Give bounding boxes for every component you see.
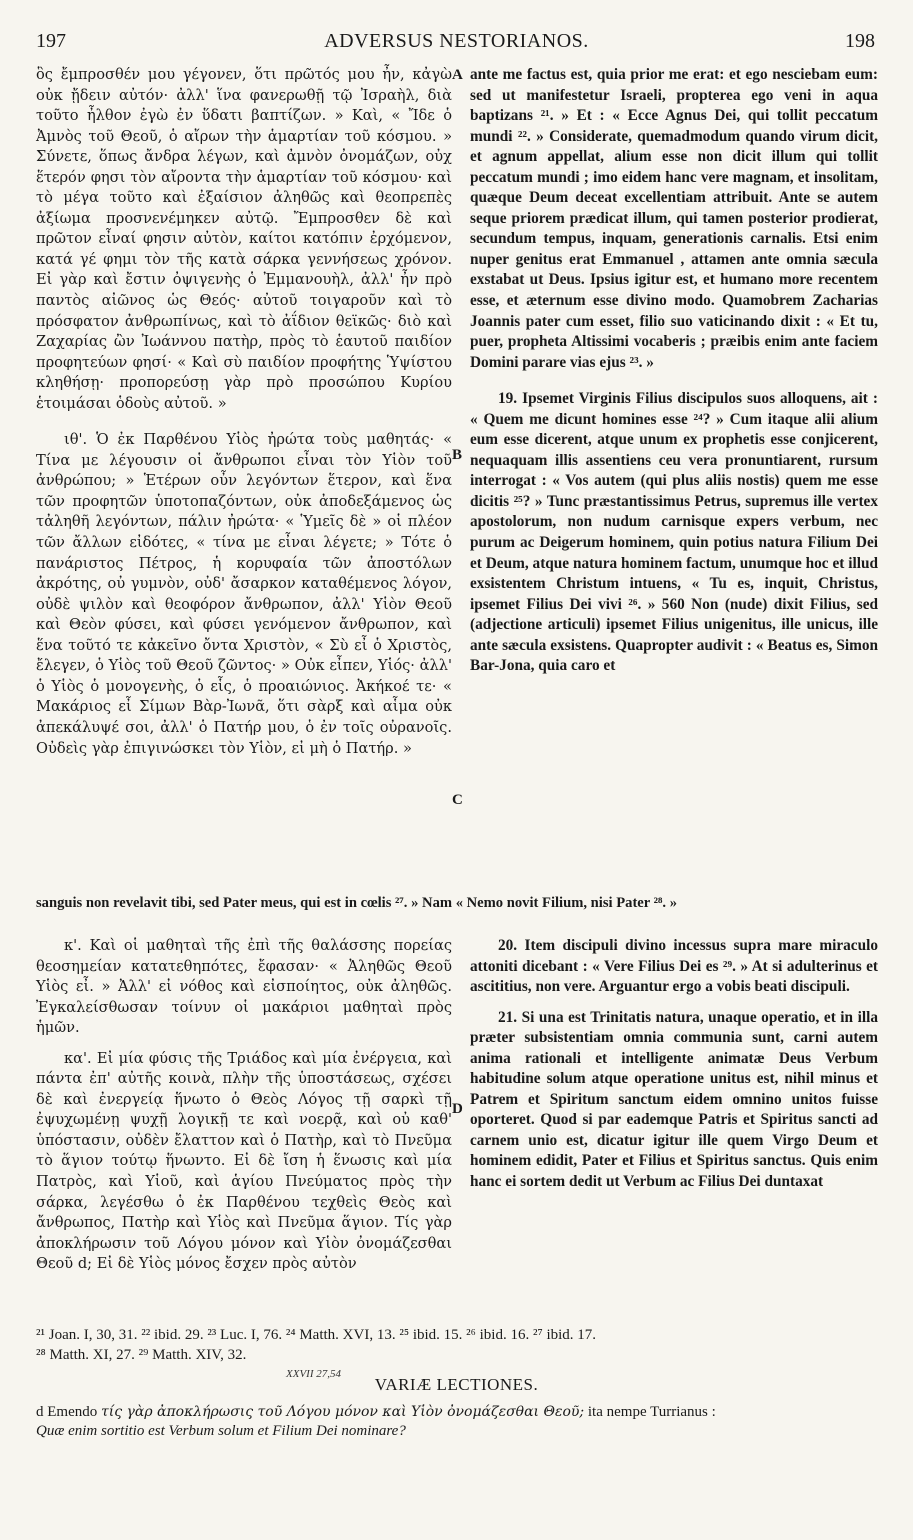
page-number-left: 197 bbox=[36, 30, 66, 52]
margin-marker-c: C bbox=[452, 792, 463, 808]
greek-paragraph-2: ιθ'. Ὁ ἐκ Παρθένου Υἱὸς ἠρώτα τοὺς μαθητάς· « Τίνα με λέγουσιν οἱ ἄνθρωποι εἶναι τὸν Υἱὸν τοῦ ἀνθρώπου; » Ἑτέρων οὖν λεγόντων ἕτερον, καὶ ἕνα τῶν προφητῶν ὑποτοπαζόντων, οὐκ ἀποδεξάμενος ὡς τἀληθῆ λεγόντων, πάλιν ἠρώτα· « Ὑμεῖς δὲ » οἱ πλέον τῶν ἄλλων εἰδότες, « τίνα με εἶναι λέγετε; » Τότε ὁ πανάριστος Πέτρος, ἡ κορυφαία τῶν ἀποστόλων ἀκρότης, οὐ γυμνὸν, οὐδ' ἄσαρκον καταθέμενος λόγον, οὐδὲ ψιλὸν καὶ θεοφόρον ἄνθρωπον, ἀλλ' Υἱὸν Θεοῦ καὶ Θεὸν φύσει, καὶ φύσει γενόμενον ἄνθρωπον, καὶ ἕνα τοῦτό τε κἀκεῖνο ὄντα Χριστὸν, « Σὺ εἶ ὁ Χριστὸς, ἔλεγεν, ὁ Υἱὸς τοῦ Θεοῦ ζῶντος· » Οὐκ εἶπεν, Υἱός· ἀλλ' ὁ Υἱὸς ὁ μονογενὴς, ὁ εἷς, ὁ προαιώνιος. Ἀκήκοέ τε· « Μακάριος εἶ Σίμων Βὰρ-Ἰωνᾶ, ὅτι σὰρξ καὶ αἷμα οὐκ ἀπεκάλυψέ σοι, ἀλλ' ὁ Πατήρ μου, ὁ ἐν τοῖς οὐρανοῖς. Οὐδεὶς γὰρ ἐπιγινώσκει τὸν Υἱὸν, εἰ μὴ ὁ Πατήρ. » bbox=[36, 431, 452, 757]
margin-marker-a: A bbox=[452, 67, 463, 83]
latin-paragraph-1: ante me factus est, quia prior me erat: et ego nesciebam eum: sed ut manifestetur Israeli, propterea ego veni in aqua baptizans ²¹. » Et : « Ecce Agnus Dei, qui tollit peccatum mundi ²². » Considerate, quemadmodum quando virum dicit, et agnum appellat, alium esse non dicit illum qui tollit peccatum mundi ; imo eidem hanc vere magnam, et insolitam, quæque Deum deceat excellentiam attribuit. Ante se autem seque priorem prædicat illum, qui tamen posterior prodierat, secundum tempus, inquam, generationis carnalis. Etsi enim nuper genitus erat Emmanuel , attamen ante omnia sæcula exstabat ut Deus. Ipsius igitur est, et humano more recentem esse, et æternum esse divino modo. Quamobrem Zacharias Joannis pater cum esset, filio suo vaticinando dixit : « Et tu, puer, propheta Altissimi vocaberis ; præibis enim ante faciem Domini parare vias ejus ²³. » bbox=[470, 66, 878, 371]
variae-heading: VARIÆ LECTIONES. bbox=[374, 1375, 539, 1394]
greek-column bbox=[36, 65, 452, 759]
margin-marker-b: B bbox=[452, 447, 463, 463]
full-width-text: sanguis non revelavit tibi, sed Pater meus, qui est in cœlis ²⁷. » Nam « Nemo novit Filium, nisi Pater ²⁸. » bbox=[36, 895, 677, 911]
page-header bbox=[0, 30, 913, 56]
latin-paragraph-2: 19. Ipsemet Virginis Filius discipulos suos alloquens, ait : « Quem me dicunt homines esse ²⁴? » Cum itaque alii alium eum esse dicerent, atque unum ex prophetis esse conjicerent, nequaquam illis assentiens ceu vera pronuntiarent, rursum interrogat : « Vos autem (qui plus aliis nostis) quem me esse dicitis ²⁵? » Tunc præstantissimus Petrus, supremus ille vertex apostolorum, non nudum carnisque expers verbum, nec purum ac Deigerum hominem, quin potius natura Filium Dei et Deum, atque natura hominem factum, unumque hoc et illud exsistentem Christum intuens, « Tu es, inquit, Christus, ipsemet Filius Dei vivi ²⁶. » 560 Non (nude) dixit Filius, sed (adjectione articuli) ipsemet Filius unigenitus, ille unicus, ille ante sæcula exsistens. Quapropter audivit : « Beatus es, Simon Bar-Jona, quia caro et bbox=[470, 390, 878, 675]
latin-paragraph-4: 21. Si una est Trinitatis natura, unaque operatio, et in illa præter subsistentiam omnia communia sunt, carni autem anima rationali et intelligente animatæ Deus Verbum habitudine solum atque operatione unitus est, nihil minus et Patrem et Spiritum sanctum eidem omnino unitos fuisse oporteret. Quod si par eademque Patris et Spiritus sancti ad carnem unio est, dicatur igitur ille quem Virgo Deum et hominem edidit, Pater et Filius et Spiritus sanctus. Quis enim hanc ei sortem dedit ut Verbum ac Filius Dei duntaxat bbox=[470, 1008, 878, 1191]
variae-greek: τίς γὰρ ἀποκλήρωσις τοῦ Λόγου μόνον καὶ Υἱὸν ὀνομάζεσθαι Θεοῦ; bbox=[101, 1404, 585, 1420]
full-width-line bbox=[36, 893, 878, 914]
variae-prefix: d Emendo bbox=[36, 1404, 98, 1420]
handwritten-annotation: XXVII 27,54 bbox=[286, 1368, 341, 1380]
greek-column-lower bbox=[36, 936, 452, 1275]
greek-paragraph-1: ὃς ἔμπροσθέν μου γέγονεν, ὅτι πρῶτός μου ἦν, κἀγὼ οὐκ ᾔδειν αὐτόν· ἀλλ' ἵνα φανερωθῇ τῷ Ἰσραὴλ, διὰ τοῦτο ἦλθον ἐγὼ ἐν ὕδατι βαπτίζων. » Καὶ, « Ἴδε ὁ Ἀμνὸς τοῦ Θεοῦ, ὁ αἴρων τὴν ἁμαρτίαν τοῦ κόσμου. » Σύνετε, ὅπως ἄνδρα λέγων, καὶ ἀμνὸν ὀνομάζων, οὐχ ἕτερόν φησι τὸν αἴροντα τὴν ἁμαρτίαν τοῦ κόσμου· καὶ τὸ μέγα τοῦτο καὶ ἐξαίσιον ἀληθῶς καὶ θεοπρεπὲς ἀξίωμα προσνενέμηκεν αὐτῷ. Ἔμπροσθεν δὲ καὶ πρῶτον εἶναί φησιν αὐτὸν, καίτοι κατόπιν ἐρχόμενον, κατά γέ φημι τὸν τῆς κατὰ σάρκα γεννήσεως χρόνον. Εἰ γὰρ καὶ ἔστιν ὀψιγενὴς ὁ Ἐμμανουὴλ, ἀλλ' ἦν πρὸ παντὸς αἰῶνος ὡς Θεός· αὐτοῦ τοιγαροῦν καὶ τὸ πρόσφατον ἀνθρωπίνως, καὶ τὸ ἀΐδιον θεϊκῶς· διὸ καὶ Ζαχαρίας ὢν Ἰωάννου πατὴρ, πρὸς τὸ ἑαυτοῦ παιδίον προφητεύων φησί· « Καὶ σὺ παιδίον προφήτης Ὑψίστου κληθήσῃ· προπορεύσῃ γὰρ πρὸ προσώπου Κυρίου ἑτοιμάσαι ὁδοὺς αὐτοῦ. » bbox=[36, 66, 452, 412]
variae-lectiones bbox=[36, 1403, 878, 1441]
latin-column bbox=[470, 65, 878, 677]
footnote-line-2: ²⁸ Matth. XI, 27. ²⁹ Matth. XIV, 32. bbox=[36, 1347, 247, 1363]
running-title: ADVERSUS NESTORIANOS. bbox=[324, 30, 589, 52]
footnote-line-1: ²¹ Joan. I, 30, 31. ²² ibid. 29. ²³ Luc. I, 76. ²⁴ Matth. XVI, 13. ²⁵ ibid. 15. ²⁶ ibid. 16. ²⁷ ibid. 17. bbox=[36, 1327, 597, 1343]
greek-paragraph-4: κα'. Εἰ μία φύσις τῆς Τριάδος καὶ μία ἐνέργεια, καὶ πάντα ἐπ' αὐτῆς κοινὰ, πλὴν τῆς ὑποστάσεως, σχέσει δὲ καὶ ἐνεργείᾳ ἥνωτο ὁ Θεὸς Λόγος τῇ σαρκὶ τῇ ἐψυχωμένῃ ψυχῇ λογικῇ τε καὶ νοερᾷ, καὶ οὐ καθ' ὑπόστασιν, οὐδὲν ἔλαττον καὶ ὁ Πατὴρ, καὶ τὸ Πνεῦμα τὸ ἅγιον τούτῳ ἥνωντο. Εἰ δὲ ἴση ἡ ἕνωσις καὶ μία Πατρὸς, καὶ Υἱοῦ, καὶ ἁγίου Πνεύματος πρὸς τὴν σάρκα, λεγέσθω ὁ ἐκ Παρθένου τεχθεὶς Θεὸς καὶ ἄνθρωπος, Πατὴρ καὶ Υἱὸς καὶ Πνεῦμα ἅγιον. Τίς γὰρ ἀποκλήρωσιν τοῦ Λόγου μόνον καὶ Υἱὸν ὀνομάζεσθαι Θεοῦ d; Εἰ δὲ Υἱὸς μόνος ἔσχεν πρὸς αὐτὸν bbox=[36, 1049, 452, 1273]
latin-column-lower bbox=[470, 936, 878, 1193]
variae-suffix: ita nempe Turrianus : bbox=[587, 1404, 716, 1420]
page-number-right: 198 bbox=[845, 30, 875, 52]
margin-marker-d: D bbox=[452, 1101, 463, 1117]
latin-paragraph-3: 20. Item discipuli divino incessus supra mare miraculo attoniti dicebant : « Vere Filius Dei es ²⁹. » At si adulterinus et ascititius, non vere. Arguantur ergo a vobis beati discipuli. bbox=[470, 937, 878, 996]
footnotes bbox=[36, 1325, 878, 1365]
greek-paragraph-3: κ'. Καὶ οἱ μαθηταὶ τῆς ἐπὶ τῆς θαλάσσης πορείας θεοσημείαν κατατεθηπότες, ἔφασαν· « Ἀληθῶς Θεοῦ Υἱὸς εἶ. » Ἀλλ' εἰ νόθος καὶ εἰσποίητος, οὐκ ἀληθῶς. Ἐγκαλείσθωσαν τοίνυν οἱ μακάριοι μαθηταὶ πρὸς ἡμῶν. bbox=[36, 937, 452, 1037]
variae-line-2: Quæ enim sortitio est Verbum solum et Filium Dei nominare? bbox=[36, 1423, 406, 1439]
